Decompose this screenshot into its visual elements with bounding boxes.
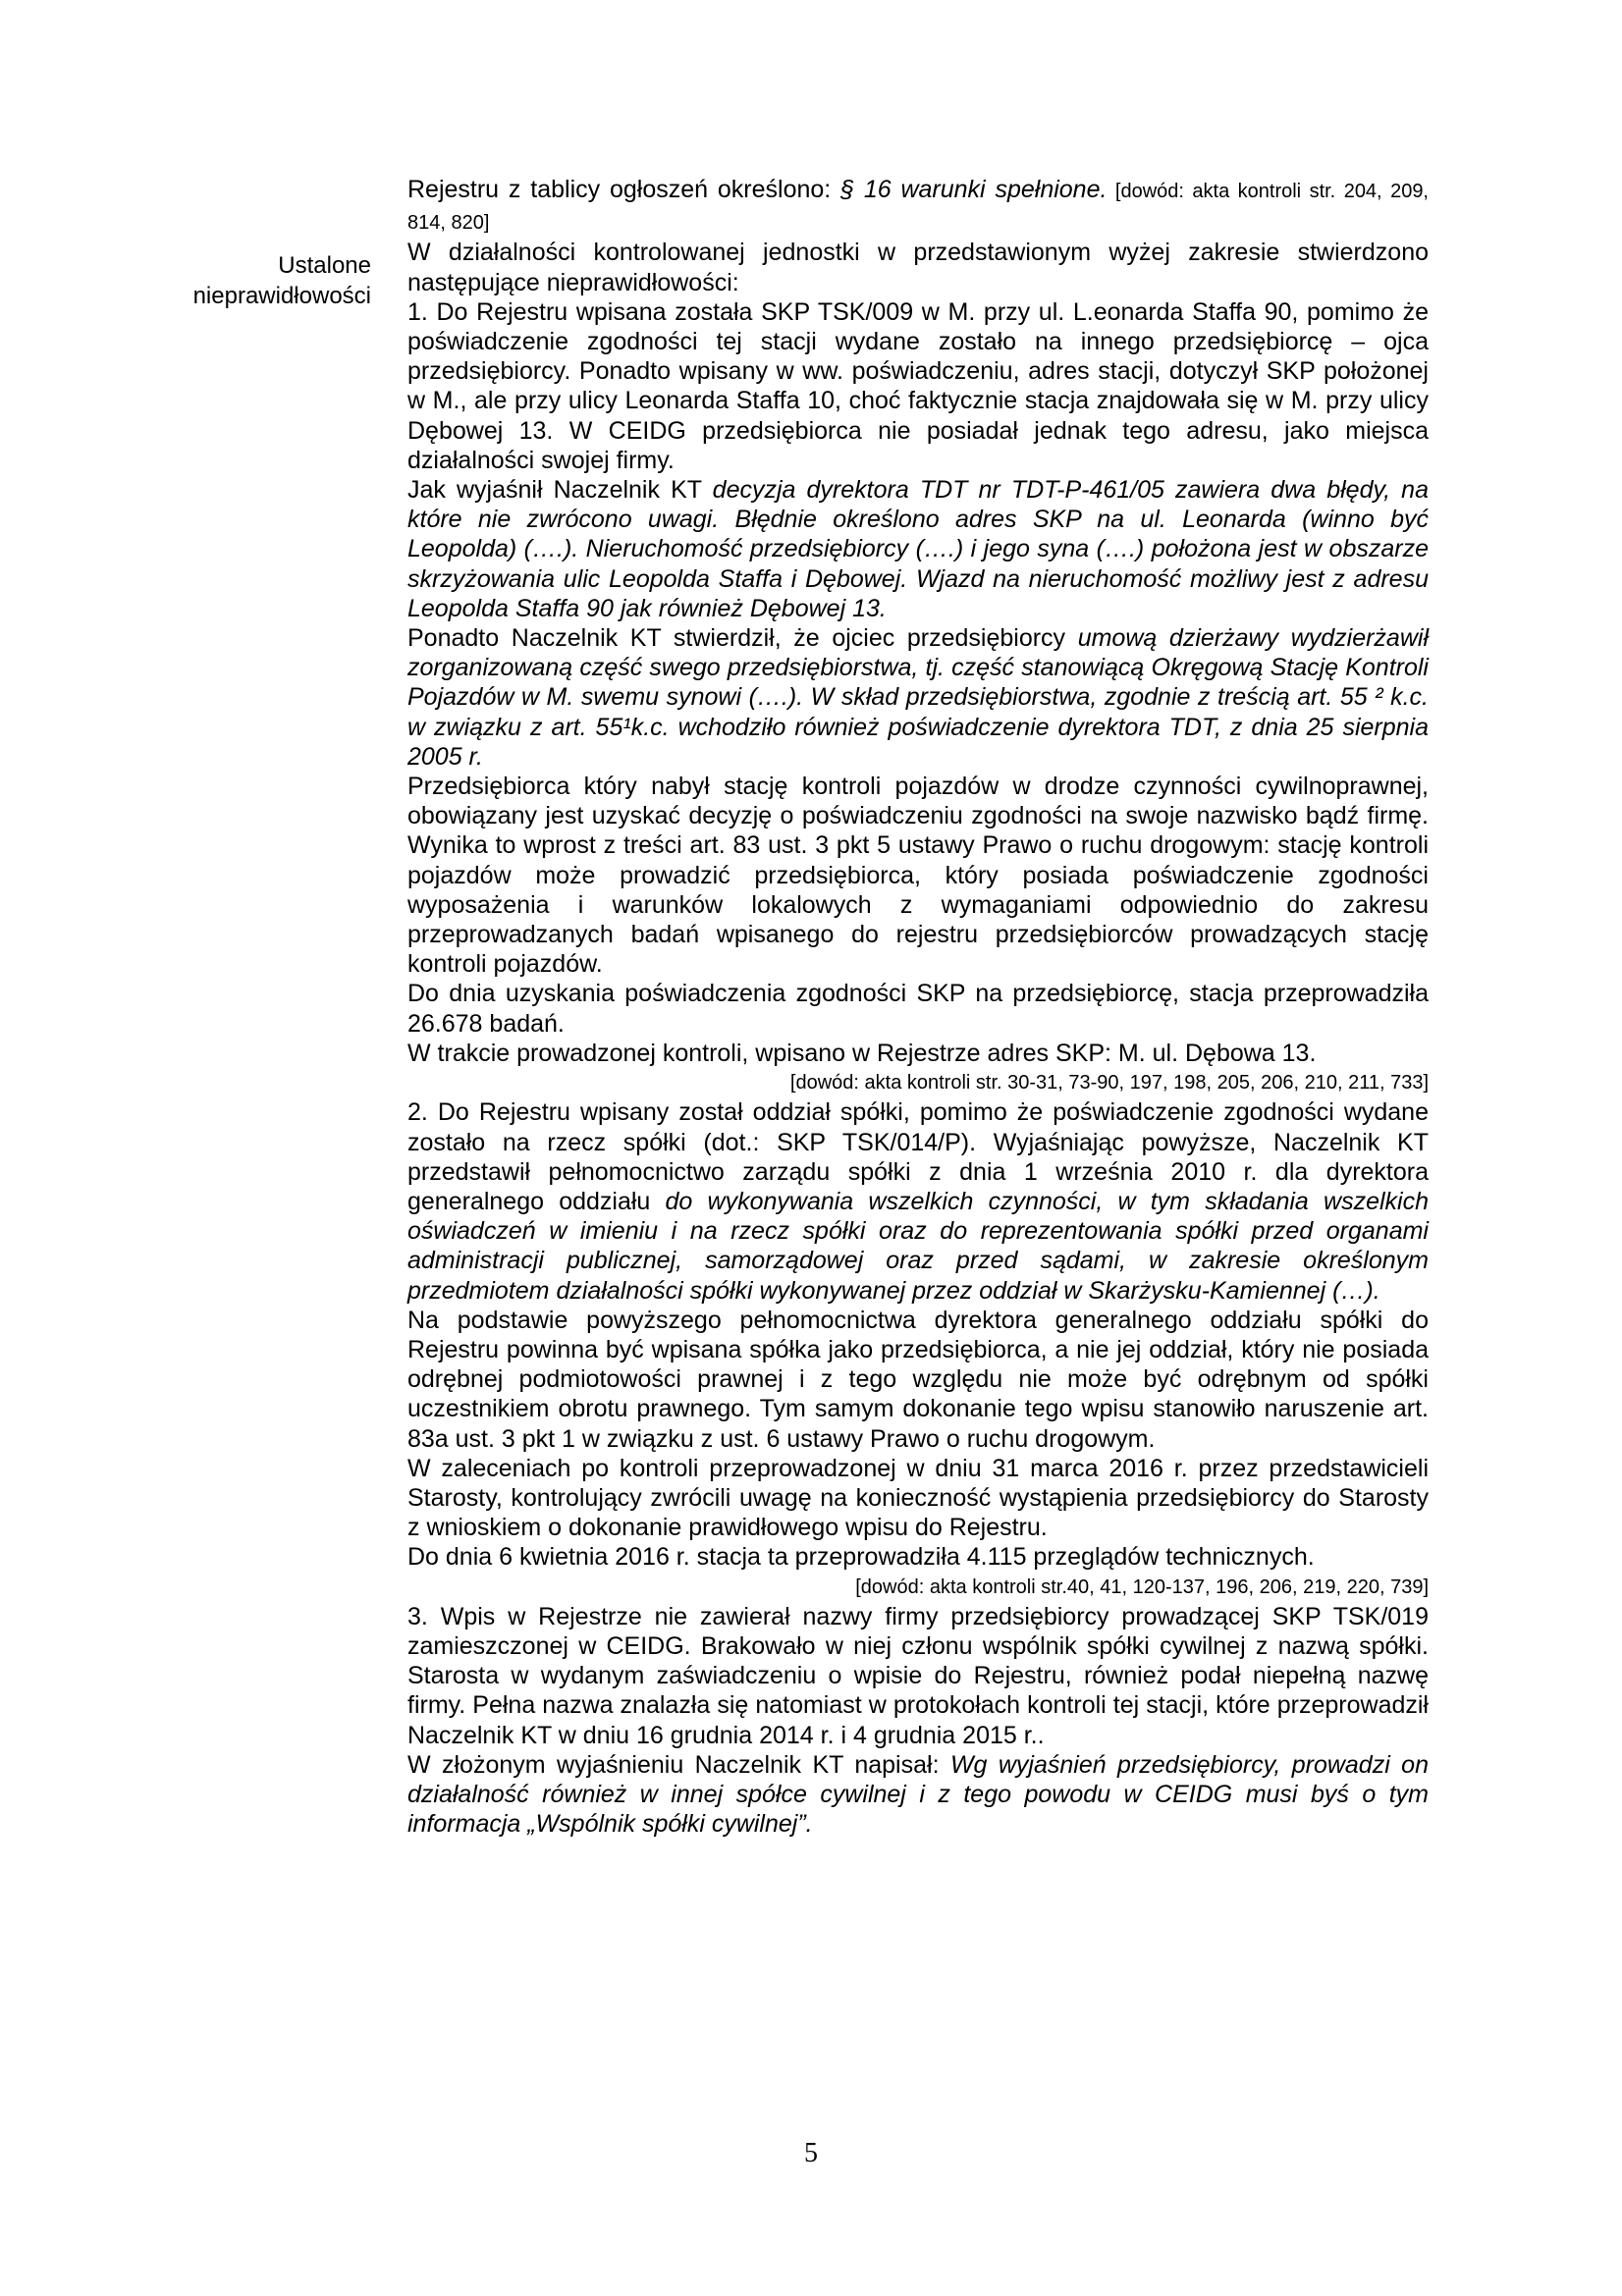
explanation-1-quote: decyzja dyrektora TDT nr TDT-P-461/05 zawiera dwa błędy, na które nie zwrócono uwagi. Błędnie określono adres SKP na ul. Leonarda (winno być Leopolda) (….). Nieruchomość przedsiębiorcy (….) i jego syna (….) położona jest w obszarze skrzyżowania ulic Leopolda Staffa i Dębowej. Wjazd na nieruchomość możliwy jest z adresu Leopolda Staffa 90 jak również Dębowej 13. (407, 476, 1429, 622)
finding-2-quote: do wykonywania wszelkich czynności, w tym składania wszelkich oświadczeń w imieniu i na rzecz spółki oraz do reprezentowania spółki przed organami administracji publicznej, samorządowej oraz przed sądami, w zakresie określonym przedmiotem działalności spółki wykonywanej przez oddział w Skarżysku-Kamiennej (…). (407, 1187, 1429, 1305)
paragraph-finding-1: 1. Do Rejestru wpisana została SKP TSK/009 w M. przy ul. L.eonarda Staffa 90, pomimo że poświadczenie zgodności tej stacji wydane zostało na innego przedsiębiorcę – ojca przedsiębiorcy. Ponadto wpisany w ww. poświadczeniu, adres stacji, dotyczył SKP położonej w M., ale przy ulicy Leonarda Staffa 10, choć faktycznie stacja znajdowała się w M. przy ulicy Dębowej 13. W CEIDG przedsiębiorca nie posiadał jednak tego adresu, jako miejsca działalności swojej firmy. (407, 297, 1429, 474)
intro-paragraph (407, 175, 1429, 238)
paragraph-finding-3: 3. Wpis w Rejestrze nie zawierał nazwy firmy przedsiębiorcy prowadzącej SKP TSK/019 zamieszczonej w CEIDG. Brakowało w niej członu wspólnik spółki cywilnej z nazwą spółki. Starosta w wydanym zaświadczeniu o wpisie do Rejestru, również podał niepełną nazwę firmy. Pełna nazwa znalazła się natomiast w protokołach kontroli tej stacji, które przeprowadził Naczelnik KT w dniu 16 grudnia 2014 r. i 4 grudnia 2015 r.. (407, 1602, 1429, 1749)
page-number: 5 (804, 2138, 818, 2168)
main-text (407, 175, 1429, 1839)
paragraph-address-update: W trakcie prowadzonej kontroli, wpisano w Rejestrze adres SKP: M. ul. Dębowa 13. (407, 1039, 1317, 1067)
explanation-3-text: W złożonym wyjaśnieniu Naczelnik KT napisał: (407, 1750, 950, 1779)
paragraph-power-of-attorney: Na podstawie powyższego pełnomocnictwa dyrektora generalnego oddziału spółki do Rejestru powinna być wpisana spółka jako przedsiębiorca, a nie jej oddział, który nie posiada odrębnej podmiotowości prawnej i z tego względu nie może być odrębnym od spółki uczestnikiem obrotu prawnego. Tym samym dokonanie tego wpisu stanowiło naruszenie art. 83a ust. 3 pkt 1 w związku z ust. 6 ustawy Prawo o ruchu drogowym. (407, 1306, 1429, 1453)
explanation-3-quote: Wg wyjaśnień przedsiębiorcy, prowadzi on działalność również w innej spółce cywilnej i z tego powodu w CEIDG musi byś o tym informacja „Wspólnik spółki cywilnej”. (407, 1750, 1429, 1839)
paragraph-lease (407, 623, 1429, 772)
paragraph-inspections-count-2: Do dnia 6 kwietnia 2016 r. stacja ta przeprowadziła 4.115 przeglądów technicznych. (407, 1543, 1315, 1572)
lease-text: Ponadto Naczelnik KT stwierdził, że ojciec przedsiębiorcy (407, 624, 1078, 653)
lease-quote: umową dzierżawy wydzierżawił zorganizowaną część swego przedsiębiorstwa, tj. część stanowiącą Okręgową Stację Kontroli Pojazdów w M. swemu synowi (….). W skład przedsiębiorstwa, zgodnie z treścią art. 55 ² k.c. w związku z art. 55¹k.c. wchodziło również poświadczenie dyrektora TDT, z dnia 25 sierpnia 2005 r. (407, 624, 1429, 771)
evidence-1: [dowód: akta kontroli str. 30-31, 73-90, 197, 198, 205, 206, 210, 211, 733] (789, 1072, 1429, 1095)
paragraph-findings-intro: W działalności kontrolowanej jednostki w przedstawionym wyżej zakresie stwierdzono następujące nieprawidłowości: (407, 239, 1429, 296)
side-label-line1: Ustalone (278, 252, 371, 279)
side-label-line2: nieprawidłowości (192, 283, 371, 309)
paragraph-explanation-1 (407, 475, 1429, 623)
intro-evidence: [dowód: akta kontroli str. 204, 209, 814, 820] (407, 181, 1429, 235)
paragraph-legal-basis: Przedsiębiorca który nabył stację kontroli pojazdów w drodze czynności cywilnoprawnej, obowiązany jest uzyskać decyzję o poświadczeniu zgodności na swoje nazwisko bądź firmę. Wynika to wprost z treści art. 83 ust. 3 pkt 5 ustawy Prawo o ruchu drogowym: stację kontroli pojazdów może prowadzić przedsiębiorca, który posiada poświadczenie zgodności wyposażenia i warunków lokalowych z wymaganiami odpowiednio do zakresu przeprowadzanych badań wpisanego do rejestru przedsiębiorców prowadzących stację kontroli pojazdów. (407, 773, 1429, 979)
paragraph-finding-2 (407, 1097, 1429, 1305)
finding-2-text: 2. Do Rejestru wpisany został oddział spółki, pomimo że poświadczenie zgodności wydane zostało na rzecz spółki (dot.: SKP TSK/014/P). Wyjaśniając powyższe, Naczelnik KT przedstawił pełnomocnictwo zarządu spółki z dnia 1 września 2010 r. dla dyrektora generalnego oddziału (407, 1098, 1429, 1215)
intro-italic: § 16 warunki spełnione. (840, 176, 1108, 203)
paragraph-explanation-3 (407, 1750, 1429, 1840)
paragraph-inspections-count-1: Do dnia uzyskania poświadczenia zgodności SKP na przedsiębiorcę, stacja przeprowadziła 26.678 badań. (407, 980, 1429, 1038)
explanation-1-text: Jak wyjaśnił Naczelnik KT (407, 476, 713, 505)
section-side-label (157, 250, 371, 311)
evidence-2: [dowód: akta kontroli str.40, 41, 120-137, 196, 206, 219, 220, 739] (855, 1575, 1429, 1598)
paragraph-recommendations: W zaleceniach po kontroli przeprowadzonej w dniu 31 marca 2016 r. przez przedstawicieli Starosty, kontrolujący zwrócili uwagę na konieczność wystąpienia przedsiębiorcy do Starosty z wnioskiem o dokonanie prawidłowego wpisu do Rejestru. (407, 1454, 1429, 1542)
intro-text: Rejestru z tablicy ogłoszeń określono: (407, 176, 841, 203)
